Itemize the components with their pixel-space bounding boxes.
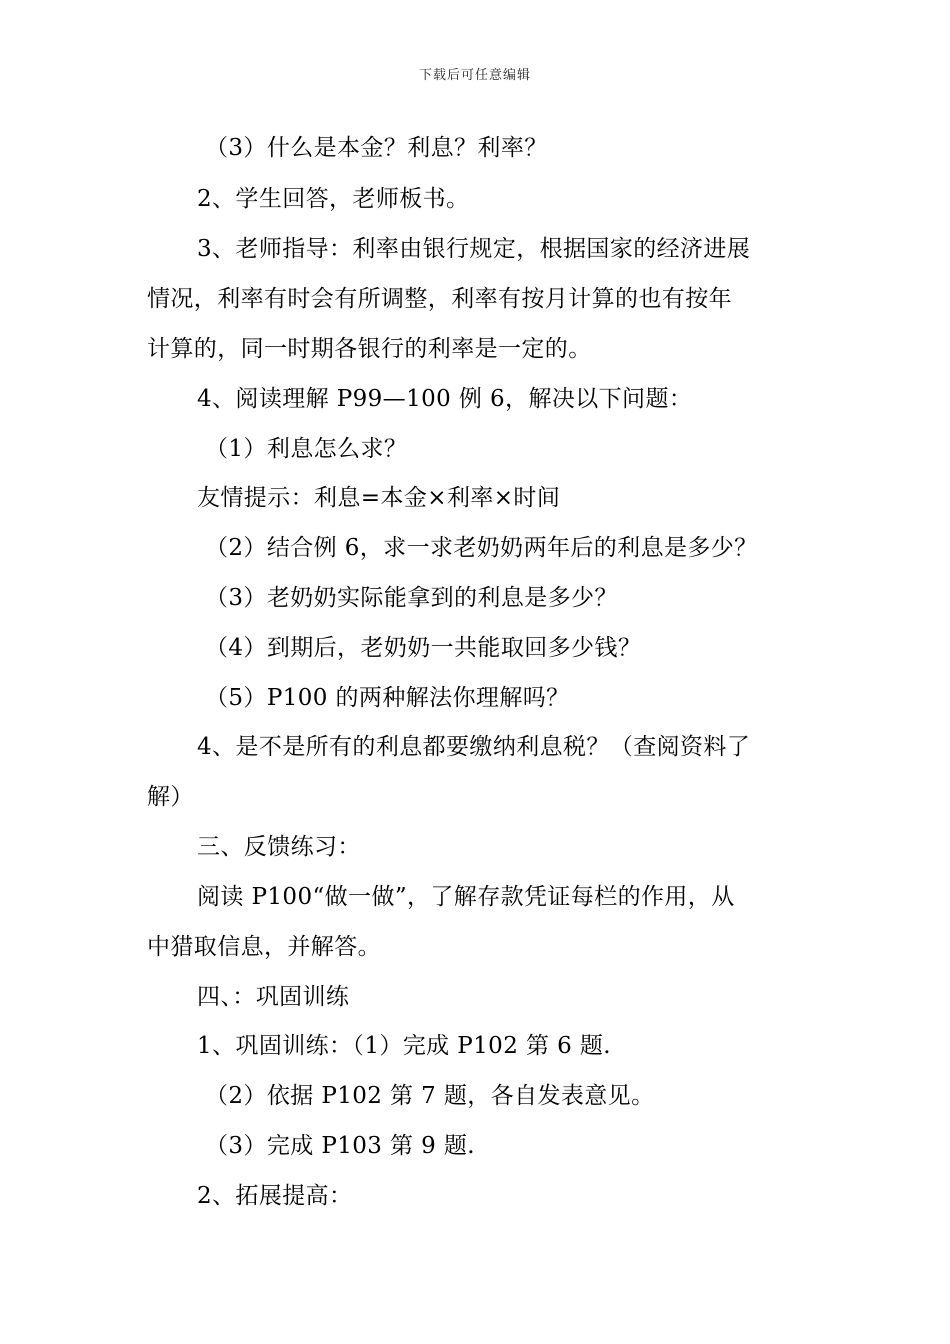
section-heading: 四、：巩固训练 bbox=[197, 984, 350, 1010]
paragraph-line: （2）结合例 6，求一求老奶奶两年后的利息是多少？ bbox=[205, 535, 758, 561]
paragraph-line: 计算的，同一时期各银行的利率是一定的。 bbox=[147, 336, 592, 362]
paragraph-line: 阅读 P100“做一做”，了解存款凭证每栏的作用，从 bbox=[197, 884, 735, 910]
paragraph-line: 1、巩固训练：（1）完成 P102 第 6 题. bbox=[197, 1033, 611, 1059]
paragraph-line: 4、是不是所有的利息都要缴纳利息税？（查阅资料了 bbox=[197, 734, 751, 760]
paragraph-line: （3）老奶奶实际能拿到的利息是多少？ bbox=[205, 585, 618, 611]
paragraph-line: 友情提示：利息=本金×利率×时间 bbox=[197, 485, 561, 511]
paragraph-line: 2、学生回答，老师板书。 bbox=[197, 186, 470, 212]
paragraph-line: （3）什么是本金？利息？利率？ bbox=[205, 135, 548, 161]
paragraph-line: （3）完成 P103 第 9 题. bbox=[205, 1133, 475, 1159]
paragraph-line: （1）利息怎么求？ bbox=[205, 436, 408, 462]
paragraph-line: 4、阅读理解 P99—100 例 6，解决以下问题： bbox=[197, 386, 693, 412]
page-header: 下载后可任意编辑 bbox=[418, 68, 531, 83]
paragraph-line: 2、拓展提高： bbox=[197, 1183, 353, 1209]
paragraph-line: 解） bbox=[147, 784, 194, 810]
paragraph-line: 情况，利率有时会有所调整，利率有按月计算的也有按年 bbox=[147, 286, 732, 312]
paragraph-line: 3、老师指导：利率由银行规定，根据国家的经济进展 bbox=[197, 236, 751, 262]
section-heading: 三、反馈练习： bbox=[197, 834, 361, 860]
paragraph-line: （5）P100 的两种解法你理解吗？ bbox=[205, 685, 570, 711]
paragraph-line: （2）依据 P102 第 7 题，各自发表意见。 bbox=[205, 1083, 655, 1109]
paragraph-line: 中猎取信息，并解答。 bbox=[147, 934, 381, 960]
paragraph-line: （4）到期后，老奶奶一共能取回多少钱？ bbox=[205, 635, 642, 661]
